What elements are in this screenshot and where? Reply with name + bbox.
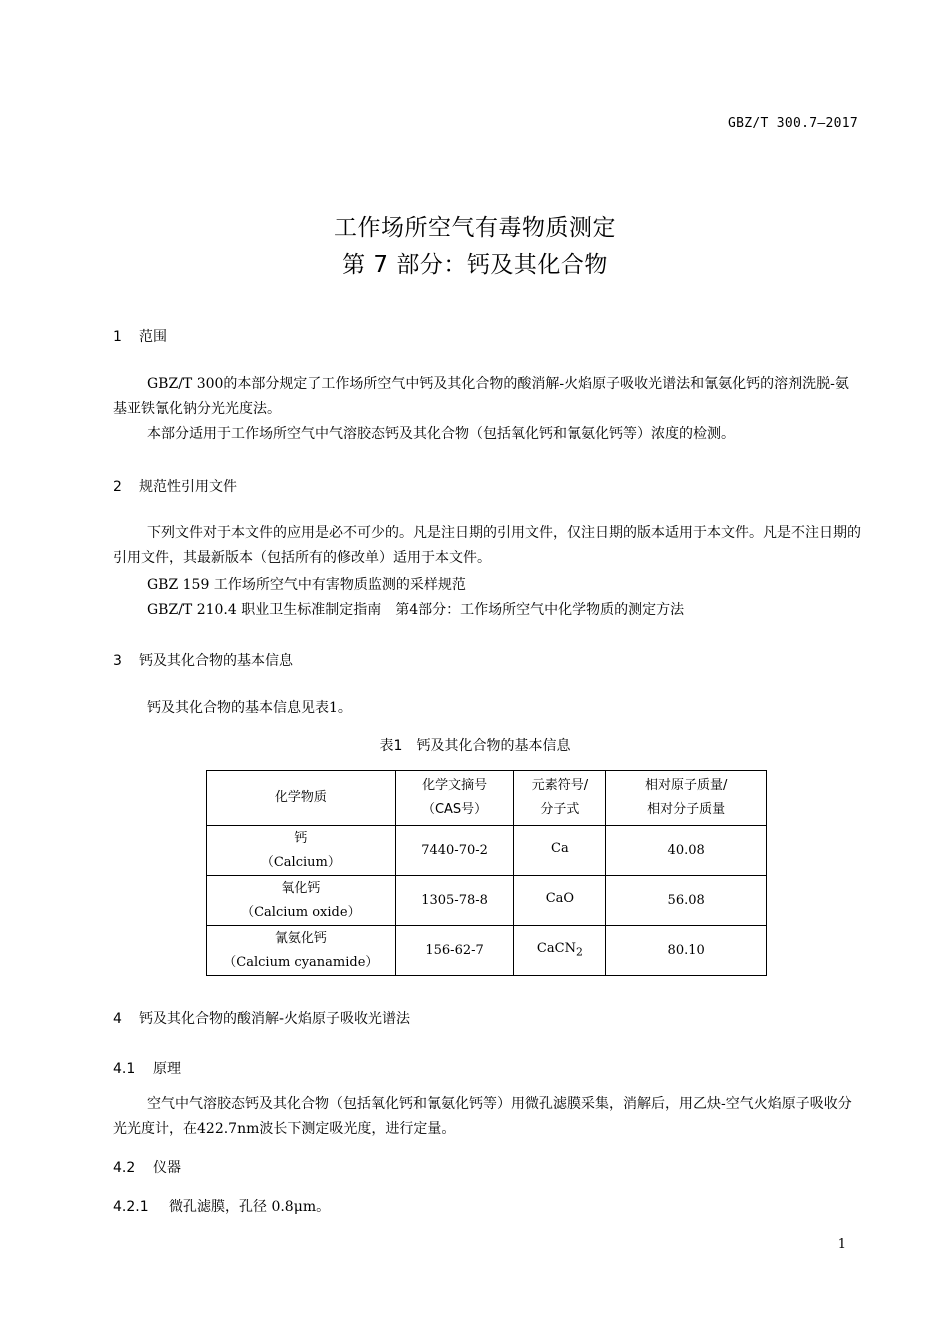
formula-text: CaCN [536, 940, 576, 956]
section-title: 范围 [139, 329, 167, 345]
section-title: 仪器 [153, 1160, 181, 1176]
formula-text: CaO [545, 890, 575, 906]
section-number: 4.1 [113, 1061, 136, 1077]
section-3-heading [113, 650, 293, 670]
section-number: 3 [113, 653, 122, 669]
formula-subscript: 2 [575, 945, 583, 959]
header-cas-number [395, 771, 514, 826]
formula-text: Ca [551, 840, 569, 856]
cell-substance [207, 876, 396, 926]
table-row [207, 826, 767, 876]
section-number: 4.2 [113, 1160, 136, 1176]
header-formula-line2: 分子式 [540, 802, 580, 817]
header-mass-line2: 相对分子质量 [647, 802, 726, 817]
section-1-heading [113, 326, 167, 346]
substance-cn: 氧化钙 [281, 880, 321, 896]
cell-cas: 7440-70-2 [395, 826, 514, 876]
cell-formula [514, 876, 606, 926]
substance-cn: 钙 [294, 830, 308, 846]
section-title: 钙及其化合物的酸消解-火焰原子吸收光谱法 [139, 1011, 411, 1027]
cell-substance [207, 926, 396, 976]
table-row [207, 926, 767, 976]
table-row [207, 876, 767, 926]
section-1-paragraph-2: 本部分适用于工作场所空气中气溶胶态钙及其化合物（包括氧化钙和氰氨化钙等）浓度的检测。 [147, 426, 735, 442]
substance-en: （Calcium cyanamide） [223, 954, 379, 970]
basic-info-table [206, 770, 767, 976]
table-header-row [207, 771, 767, 826]
section-3-paragraph-1: 钙及其化合物的基本信息见表1。 [147, 700, 352, 716]
header-formula [514, 771, 606, 826]
substance-cn: 氰氨化钙 [274, 930, 327, 946]
substance-en: （Calcium） [260, 854, 341, 870]
normative-reference-1: GBZ 159 工作场所空气中有害物质监测的采样规范 [147, 577, 466, 593]
section-number: 4.2.1 [113, 1199, 149, 1215]
cell-substance [207, 826, 396, 876]
normative-reference-2: GBZ/T 210.4 职业卫生标准制定指南 第4部分：工作场所空气中化学物质的测定方法 [147, 602, 685, 618]
section-1-paragraph-1: GBZ/T 300的本部分规定了工作场所空气中钙及其化合物的酸消解-火焰原子吸收光谱法和氰氨化钙的溶剂洗脱-氨基亚铁氰化钠分光光度法。 [113, 376, 849, 417]
section-title: 钙及其化合物的基本信息 [139, 653, 293, 669]
header-formula-line1: 元素符号/ [531, 778, 589, 793]
section-4-heading [113, 1008, 410, 1028]
section-number: 2 [113, 479, 122, 495]
table-caption: 表1 钙及其化合物的基本信息 [379, 738, 571, 754]
item-text: 微孔滤膜，孔径 0.8μm。 [169, 1199, 331, 1215]
header-cas-line2: （CAS号） [421, 802, 488, 817]
document-title: 工作场所空气有毒物质测定 [334, 215, 616, 241]
cell-cas: 1305-78-8 [395, 876, 514, 926]
header-mass-line1: 相对原子质量/ [644, 778, 728, 793]
cell-mass: 80.10 [606, 926, 767, 976]
section-2-heading [113, 476, 237, 496]
section-4-1-heading [113, 1058, 181, 1078]
header-cas-line1: 化学文摘号 [422, 778, 488, 793]
section-number: 4 [113, 1011, 122, 1027]
header-chemical-substance: 化学物质 [207, 771, 396, 826]
document-subtitle: 第 7 部分：钙及其化合物 [342, 252, 608, 278]
section-title: 原理 [153, 1061, 181, 1077]
header-relative-mass [606, 771, 767, 826]
cell-mass: 56.08 [606, 876, 767, 926]
section-4-1-paragraph: 空气中气溶胶态钙及其化合物（包括氧化钙和氰氨化钙等）用微孔滤膜采集，消解后，用乙炔-空气火焰原子吸收分光光度计，在422.7nm波长下测定吸光度，进行定量。 [113, 1096, 852, 1137]
cell-formula [514, 826, 606, 876]
section-2-paragraph-1: 下列文件对于本文件的应用是必不可少的。凡是注日期的引用文件，仅注日期的版本适用于本文件。凡是不注日期的引用文件，其最新版本（包括所有的修改单）适用于本文件。 [113, 525, 861, 566]
cell-formula [514, 926, 606, 976]
cell-mass: 40.08 [606, 826, 767, 876]
cell-cas: 156-62-7 [395, 926, 514, 976]
section-4-2-1-item [113, 1196, 330, 1216]
section-4-2-heading [113, 1157, 181, 1177]
section-number: 1 [113, 329, 122, 345]
page-number: 1 [837, 1237, 846, 1252]
section-title: 规范性引用文件 [139, 479, 237, 495]
substance-en: （Calcium oxide） [241, 904, 361, 920]
standard-code: GBZ/T 300.7—2017 [727, 116, 858, 131]
